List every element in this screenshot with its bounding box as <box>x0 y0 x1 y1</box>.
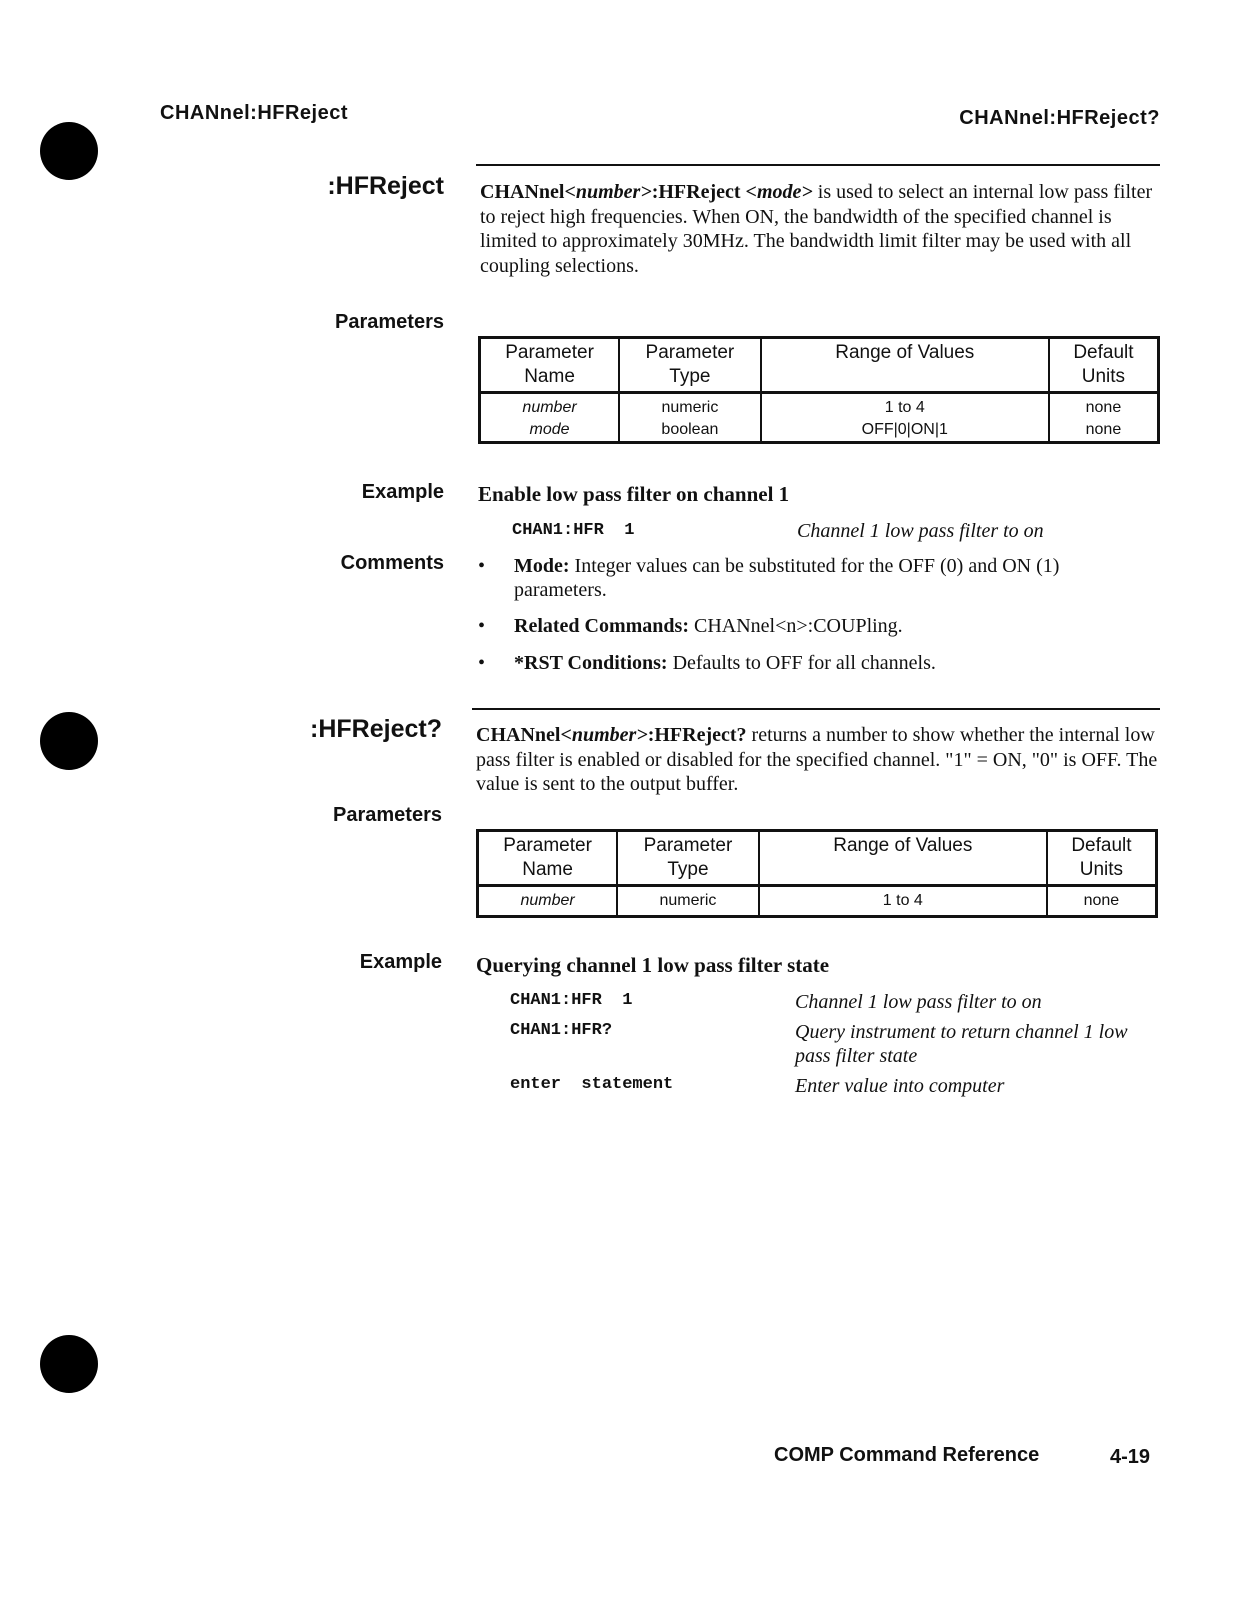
cell-range: OFF|0|ON|1 <box>861 421 948 438</box>
section2-description <box>476 723 1162 797</box>
example-title-1: Enable low pass filter on channel 1 <box>478 482 790 506</box>
col-header-units: Default Units <box>1047 831 1157 886</box>
example-comment: Channel 1 low pass filter to on <box>795 991 1042 1013</box>
col-header-type: Parameter Type <box>619 338 761 393</box>
col-header-units: Default Units <box>1049 338 1159 393</box>
example-code: enter statement <box>510 1075 674 1094</box>
binder-hole-middle <box>40 712 98 770</box>
example-code: CHAN1:HFR 1 <box>510 991 633 1010</box>
col-header-name: Parameter Name <box>480 338 620 393</box>
section1-description <box>480 180 1156 278</box>
col-header-range: Range of Values <box>759 831 1047 886</box>
section-title-hfreject-query: :HFReject? <box>310 715 442 743</box>
cell-param-type: numeric <box>661 399 719 416</box>
desc-text: is used to select an internal low pass filter to reject high frequencies. When ON, the bandwidth of the specified channel is limited to approximately 30MHz. The bandwidth limit filter may be used with all coupling selections. <box>480 181 1153 277</box>
cell-units: none <box>1085 421 1122 438</box>
comment-bold: Mode: <box>514 555 570 577</box>
example-comment: Query instrument to return channel 1 low pass filter state <box>795 1021 1128 1067</box>
desc-mode: <mode> <box>745 181 813 203</box>
comment-text: Defaults to OFF for all channels. <box>667 652 936 674</box>
cell-units: none <box>1047 886 1157 917</box>
binder-hole-bottom <box>40 1335 98 1393</box>
params-label-2: Parameters <box>333 804 442 826</box>
cell-param-name: mode <box>529 421 570 438</box>
section-title-hfreject: :HFReject <box>327 172 444 200</box>
desc-cmd2: :HFReject? <box>647 724 747 746</box>
example-label-2: Example <box>359 951 442 973</box>
desc-arg: <number> <box>560 724 648 746</box>
section-rule-1 <box>476 164 1160 166</box>
example-comment: Channel 1 low pass filter to on <box>797 520 1044 542</box>
page-number: 4-19 <box>1110 1446 1151 1468</box>
desc-arg: <number> <box>564 181 652 203</box>
cell-units: none <box>1085 399 1122 416</box>
example-comment: Enter value into computer <box>795 1075 1005 1097</box>
cell-param-name: number <box>478 886 618 917</box>
desc-cmd: CHANnel <box>480 181 565 203</box>
table-header-row <box>478 831 1157 886</box>
comment-text: Integer values can be substituted for the OFF (0) and ON (1) parameters. <box>514 555 1060 601</box>
desc-text: returns a number to show whether the internal low pass filter is enabled or disabled for the specified channel. "1" = ON, "0" is OFF. The value is sent to the output buffer. <box>476 724 1158 795</box>
col-header-name: Parameter Name <box>478 831 618 886</box>
comment-bold: Related Commands: <box>514 615 689 637</box>
table-row <box>478 886 1157 917</box>
col-header-type: Parameter Type <box>617 831 759 886</box>
desc-cmd2: :HFReject <box>651 181 741 203</box>
header-right: CHANnel:HFReject? <box>959 107 1160 129</box>
example-label-1: Example <box>361 481 444 503</box>
desc-cmd: CHANnel <box>476 724 561 746</box>
footer-title: COMP Command Reference <box>774 1444 1040 1466</box>
section-rule-2 <box>472 708 1160 710</box>
col-header-range: Range of Values <box>761 338 1049 393</box>
example-code: CHAN1:HFR 1 <box>512 521 635 540</box>
params-label-1: Parameters <box>335 311 444 333</box>
params-table-2 <box>476 829 1158 918</box>
comments-label: Comments <box>340 552 444 574</box>
cell-param-type: boolean <box>661 421 719 438</box>
cell-param-name: number <box>522 399 577 416</box>
example-title-2: Querying channel 1 low pass filter state <box>476 953 830 977</box>
comment-bold: *RST Conditions: <box>514 652 668 674</box>
header-left: CHANnel:HFReject <box>160 102 349 124</box>
comment-text: CHANnel<n>:COUPling. <box>689 615 903 637</box>
cell-range: 1 to 4 <box>759 886 1047 917</box>
table-row <box>480 393 1159 443</box>
cell-param-type: numeric <box>617 886 759 917</box>
table-header-row <box>480 338 1159 393</box>
example-code: CHAN1:HFR? <box>510 1021 613 1040</box>
binder-hole-top <box>40 122 98 180</box>
cell-range: 1 to 4 <box>884 399 925 416</box>
params-table-1 <box>478 336 1160 444</box>
